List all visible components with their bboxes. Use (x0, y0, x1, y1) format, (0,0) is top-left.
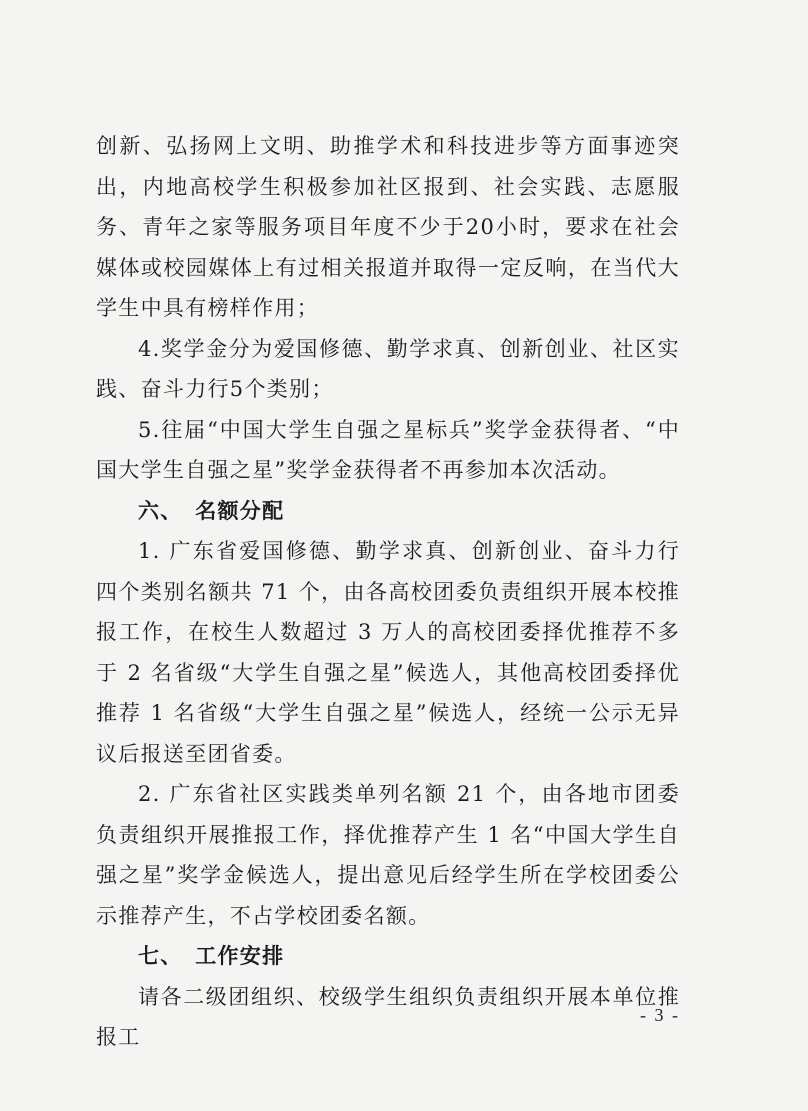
paragraph-quota-2: 2. 广东省社区实践类单列名额 21 个，由各地市团委负责组织开展推报工作，择优推荐产生 1 名“中国大学生自强之星”奖学金候选人，提出意见后经学生所在学校团委公示推荐产生，不占学校团委名额。 (96, 782, 680, 928)
section-title: 工作安排 (195, 944, 285, 968)
section-number: 六、 (138, 498, 183, 523)
paragraph-item-5: 5.往届“中国大学生自强之星标兵”奖学金获得者、“中国大学生自强之星”奖学金获得者不再参加本次活动。 (96, 417, 680, 482)
paragraph-continuation: 创新、弘扬网上文明、助推学术和科技进步等方面事迹突出，内地高校学生积极参加社区报到、社会实践、志愿服务、青年之家等服务项目年度不少于20小时，要求在社会媒体或校园媒体上有过相关报道并取得一定反响，在当代大学生中具有榜样作用； (96, 134, 680, 320)
section-heading-work-arrangement (96, 936, 680, 977)
paragraph-item-4: 4.奖学金分为爱国修德、勤学求真、创新创业、社区实践、奋斗力行5个类别； (96, 336, 680, 401)
section-title: 名额分配 (195, 498, 285, 523)
page-number: - 3 - (640, 1005, 680, 1025)
paragraph-quota-1: 1. 广东省爱国修德、勤学求真、创新创业、奋斗力行四个类别名额共 71 个，由各高校团委负责组织开展本校推报工作，在校生人数超过 3 万人的高校团委择优推荐不多于 2 名省级“大学生自强之星”候选人，其他高校团委择优推荐 1 名省级“大学生自强之星”候选人，经统一公示无异议后报送至团省委。 (96, 539, 680, 766)
paragraph-work-1: 请各二级团组织、校级学生组织负责组织开展本单位推报工 (96, 984, 680, 1049)
section-number: 七、 (138, 944, 183, 968)
section-heading-quota-allocation (96, 491, 680, 532)
